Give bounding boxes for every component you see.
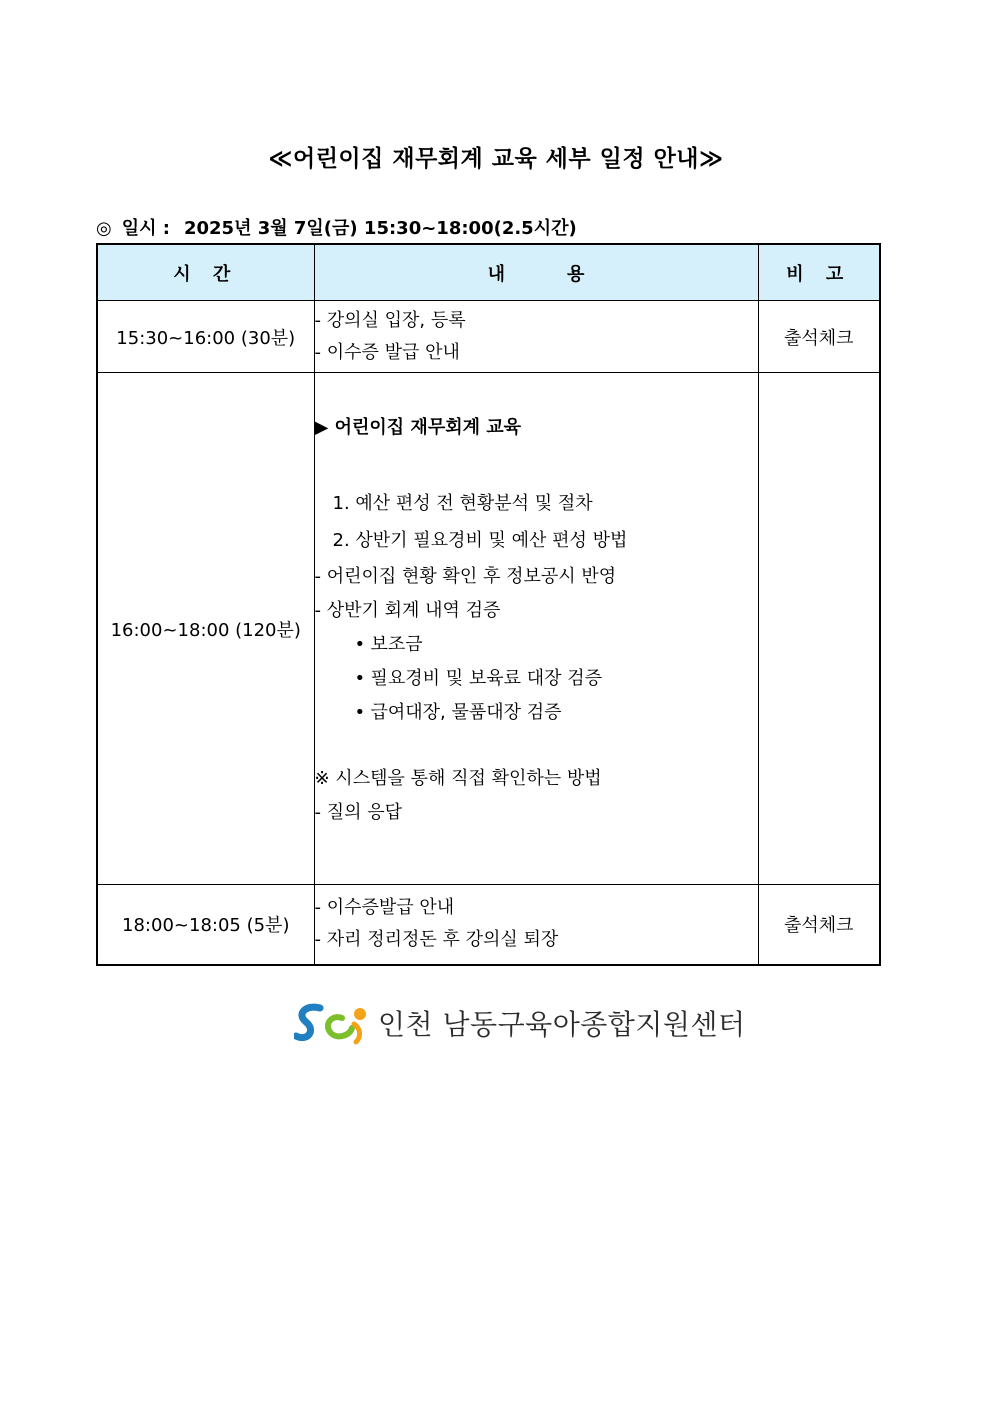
header-content-a: 내 <box>487 263 505 285</box>
row-time: 16:00~18:00 (120분) <box>97 373 314 885</box>
row-note: 출석체크 <box>758 885 880 965</box>
bullet-dot-icon: • <box>354 668 366 689</box>
table-header-row <box>97 244 880 301</box>
table-row <box>97 301 880 373</box>
content-bullet-item: • 보조금 <box>315 628 758 662</box>
document-title: ≪어린이집 재무회계 교육 세부 일정 안내≫ <box>268 146 724 172</box>
content-line: - 이수증발급 안내 <box>314 897 455 919</box>
content-bullet-item: • 필요경비 및 보육료 대장 검증 <box>315 662 758 696</box>
content-line: - 이수증 발급 안내 <box>314 341 460 363</box>
content-numbered-item: 2. 상반기 필요경비 및 예산 편성 방법 <box>332 530 628 551</box>
schedule-table <box>96 243 881 966</box>
content-line: - 상반기 회계 내역 검증 <box>314 600 501 621</box>
header-content <box>314 244 758 301</box>
content-numbered-item: 1. 예산 편성 전 현황분석 및 절차 <box>332 493 593 514</box>
table-row <box>97 885 880 965</box>
header-note: 비 고 <box>758 244 880 301</box>
content-line: - 강의실 입장, 등록 <box>314 309 466 331</box>
row-content <box>314 885 758 965</box>
bullet-dot-icon: • <box>354 634 366 655</box>
row-note: 출석체크 <box>758 301 880 373</box>
center-logo-icon <box>294 1000 372 1046</box>
bullet-dot-icon: • <box>354 702 366 723</box>
date-label: 일시 : <box>121 218 170 239</box>
content-line: - 자리 정리정돈 후 강의실 퇴장 <box>314 929 559 951</box>
center-logo <box>294 1000 746 1046</box>
double-circle-icon: ◎ <box>96 218 112 239</box>
content-bullet-item: • 급여대장, 물품대장 검증 <box>315 696 758 730</box>
header-time: 시 간 <box>97 244 314 301</box>
row-time: 18:00~18:05 (5분) <box>97 885 314 965</box>
center-name: 인천 남동구육아종합지원센터 <box>378 1008 746 1041</box>
content-heading: ▶ 어린이집 재무회계 교육 <box>314 417 522 438</box>
content-line: - 질의 응답 <box>314 802 402 823</box>
row-note <box>758 373 880 885</box>
content-note-line: ※ 시스템을 통해 직접 확인하는 방법 <box>314 768 602 789</box>
row-content <box>314 373 758 885</box>
row-time: 15:30~16:00 (30분) <box>97 301 314 373</box>
content-line: - 어린이집 현황 확인 후 정보공시 반영 <box>314 566 617 587</box>
row-content <box>314 301 758 373</box>
table-row <box>97 373 880 885</box>
header-content-b: 용 <box>567 263 585 285</box>
date-value: 2025년 3월 7일(금) 15:30~18:00(2.5시간) <box>183 218 577 239</box>
date-line <box>96 214 577 240</box>
